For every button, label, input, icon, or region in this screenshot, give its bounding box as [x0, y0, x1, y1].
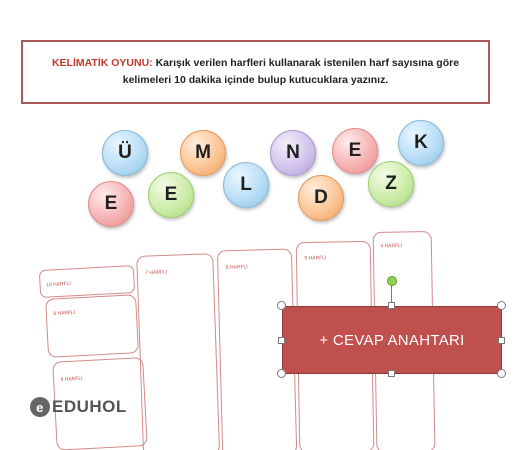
letter-ball: Ü — [102, 130, 148, 176]
resize-handle-right[interactable] — [498, 337, 505, 344]
resize-handle-bottom[interactable] — [388, 370, 395, 377]
letter-ball: E — [88, 181, 134, 227]
resize-handle-top[interactable] — [388, 302, 395, 309]
resize-handle-bottom-left[interactable] — [277, 369, 286, 378]
instruction-line-2: kelimeleri 10 dakika içinde bulup kutucuklara yazınız. — [122, 74, 389, 86]
letter-ball: D — [298, 175, 344, 221]
word-box-7 — [137, 254, 220, 450]
rotation-handle[interactable] — [387, 276, 397, 286]
word-box-label: 5 HARFLİ — [304, 255, 327, 262]
instruction-line-1: Karışık verilen harfleri kullanarak istenilen harf sayısına göre — [155, 57, 460, 69]
resize-handle-top-right[interactable] — [497, 301, 506, 310]
letter-ball: Z — [368, 161, 414, 207]
word-box-label: 8 HARFLİ — [60, 375, 83, 383]
word-box-label: 10 HARFLİ — [45, 280, 71, 289]
word-box-label: 6 HARFLİ — [225, 264, 248, 271]
word-box-label: 7 HARFLİ — [145, 269, 168, 277]
letter-ball: E — [148, 172, 194, 218]
eduhol-logo-icon: e — [30, 397, 50, 417]
letter-ball: N — [270, 130, 316, 176]
letter-ball: M — [180, 130, 226, 176]
letter-ball: L — [223, 162, 269, 208]
resize-handle-top-left[interactable] — [277, 301, 286, 310]
game-title: KELİMATİK OYUNU: — [51, 57, 153, 69]
resize-handle-left[interactable] — [278, 337, 285, 344]
word-box-9 — [46, 295, 139, 358]
letter-ball: K — [398, 120, 444, 166]
resize-handle-bottom-right[interactable] — [497, 369, 506, 378]
answer-key-button[interactable]: + CEVAP ANAHTARI — [282, 306, 502, 374]
eduhol-logo — [30, 397, 127, 417]
eduhol-logo-text: EDUHOL — [52, 397, 127, 416]
letter-ball: E — [332, 128, 378, 174]
word-box-label: 4 HARFLİ — [380, 243, 403, 250]
word-box-label: 9 HARFLİ — [53, 309, 76, 318]
